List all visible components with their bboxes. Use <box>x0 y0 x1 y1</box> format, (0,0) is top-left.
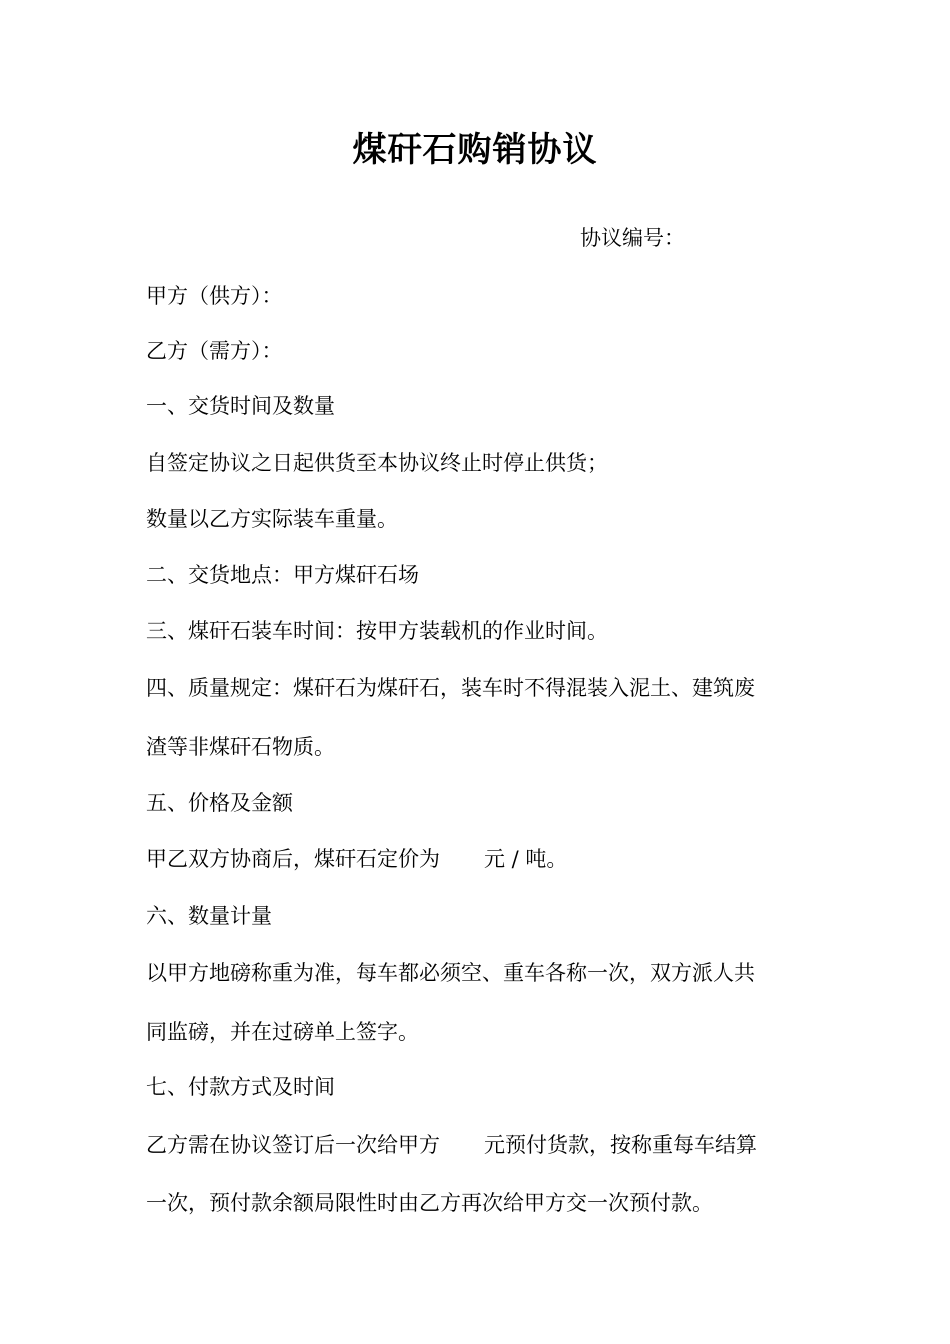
section-5-heading: 五、价格及金额 <box>146 791 293 815</box>
document-title: 煤矸石购销协议 <box>352 130 598 170</box>
section-4-text-line-1: 四、质量规定：煤矸石为煤矸石，装车时不得混装入泥土、建筑废 <box>146 676 755 700</box>
section-7-text-line-2: 一次，预付款余额局限性时由乙方再次给甲方交一次预付款。 <box>146 1191 713 1215</box>
section-4-text-line-2: 渣等非煤矸石物质。 <box>146 735 335 759</box>
section-1-heading: 一、交货时间及数量 <box>146 394 335 418</box>
price-text-after: 元 / 吨。 <box>484 847 568 871</box>
party-a-line: 甲方（供方）： <box>146 284 283 308</box>
section-1-text-line-1: 自签定协议之日起供货至本协议终止时停止供货； <box>146 451 608 475</box>
section-6-text-line-1: 以甲方地磅称重为准，每车都必须空、重车各称一次，双方派人共 <box>146 961 755 985</box>
section-7-heading: 七、付款方式及时间 <box>146 1075 335 1099</box>
section-2-text: 二、交货地点：甲方煤矸石场 <box>146 563 419 587</box>
section-6-heading: 六、数量计量 <box>146 904 272 928</box>
section-1-text-line-2: 数量以乙方实际装车重量。 <box>146 507 398 531</box>
payment-text-before: 乙方需在协议签订后一次给甲方 <box>146 1133 440 1157</box>
contract-number-label: 协议编号： <box>580 226 685 250</box>
party-b-line: 乙方（需方）： <box>146 339 283 363</box>
section-3-text: 三、煤矸石装车时间：按甲方装载机的作业时间。 <box>146 619 608 643</box>
section-6-text-line-2: 同监磅，并在过磅单上签字。 <box>146 1020 419 1044</box>
payment-text-after: 元预付货款，按称重每车结算 <box>484 1133 757 1157</box>
price-text-before: 甲乙双方协商后，煤矸石定价为 <box>146 847 440 871</box>
section-5-price-line <box>146 843 567 875</box>
section-7-text-line-1 <box>146 1129 757 1161</box>
